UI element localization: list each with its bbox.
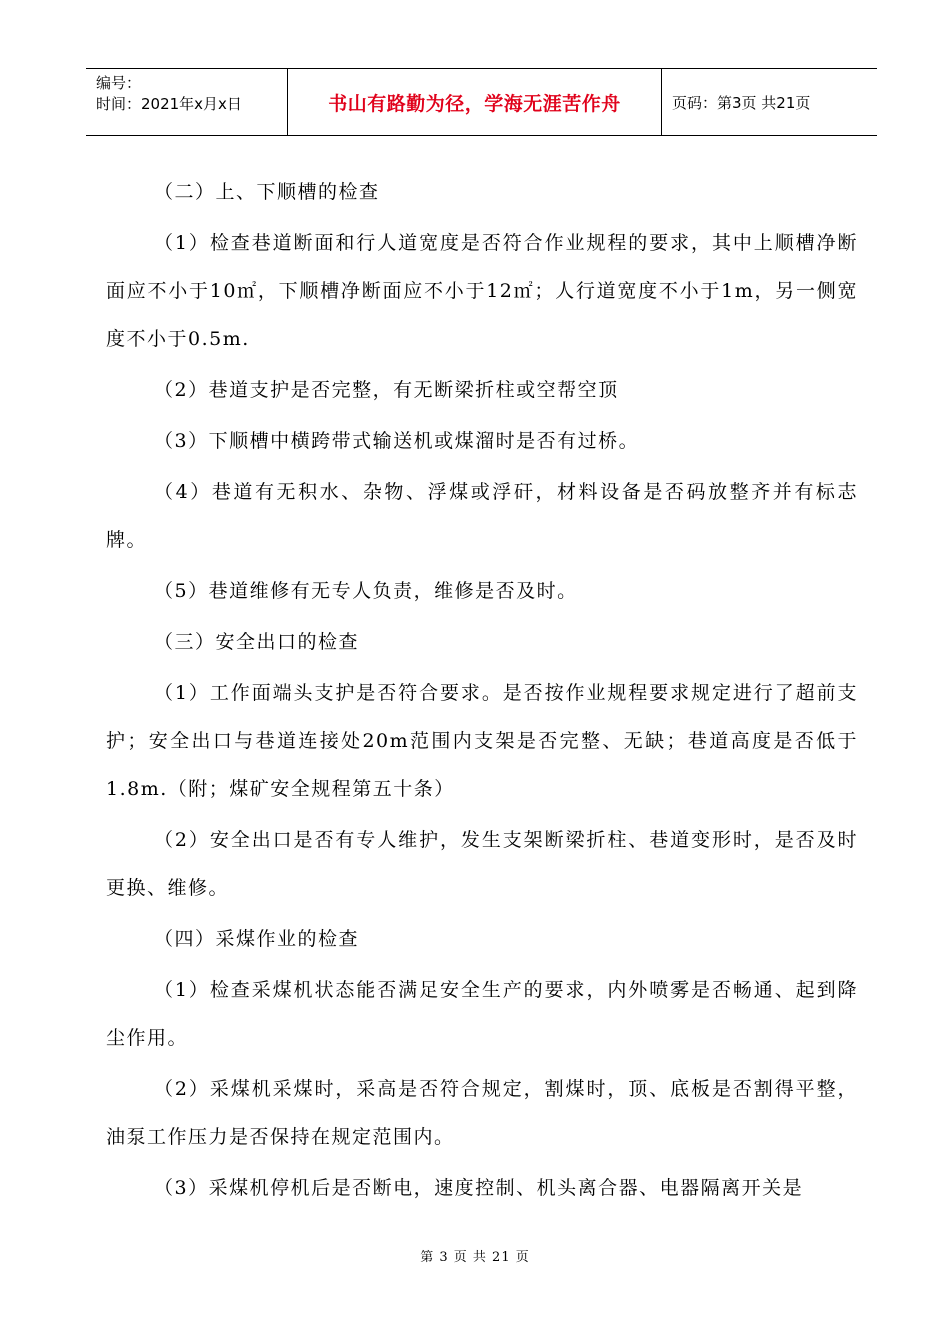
paragraph: （3）下顺槽中横跨带式输送机或煤溜时是否有过桥。	[154, 430, 640, 452]
page-header	[86, 68, 877, 136]
document-body	[106, 168, 858, 1215]
paragraph: （1）检查巷道断面和行人道宽度是否符合作业规程的要求，其中上顺槽净断面应不小于10㎡，下顺槽净断面应不小于12㎡；人行道宽度不小于1m，另一侧宽度不小于0.5m.	[106, 232, 858, 350]
paragraph: （5）巷道维修有无专人负责，维修是否及时。	[154, 580, 578, 602]
paragraph: （1）工作面端头支护是否符合要求。是否按作业规程要求规定进行了超前支护；安全出口与巷道连接处20m范围内支架是否完整、无缺；巷道高度是否低于1.8m.（附；煤矿安全规程第五十条）	[106, 682, 858, 800]
paragraph: （3）采煤机停机后是否断电，速度控制、机头离合器、电器隔离开关是	[154, 1177, 804, 1199]
header-meta	[86, 69, 287, 135]
section-heading-2: （二）上、下顺槽的检查	[154, 181, 380, 203]
section-heading-3: （三）安全出口的检查	[154, 631, 360, 653]
paragraph: （4）巷道有无积水、杂物、浮煤或浮矸，材料设备是否码放整齐并有标志牌。	[106, 481, 858, 551]
doc-time-label: 时间：2021年x月x日	[96, 95, 242, 113]
section-heading-4: （四）采煤作业的检查	[154, 928, 360, 950]
paragraph: （2）巷道支护是否完整，有无断梁折柱或空帮空顶	[154, 379, 619, 401]
header-motto: 书山有路勤为径，学海无涯苦作舟	[287, 69, 662, 135]
paragraph: （2）采煤机采煤时，采高是否符合规定，割煤时，顶、底板是否割得平整，油泵工作压力是否保持在规定范围内。	[106, 1078, 858, 1148]
paragraph: （1）检查采煤机状态能否满足安全生产的要求，内外喷雾是否畅通、起到降尘作用。	[106, 979, 858, 1049]
paragraph: （2）安全出口是否有专人维护，发生支架断梁折柱、巷道变形时，是否及时更换、维修。	[106, 829, 858, 899]
doc-number-label: 编号：	[96, 74, 142, 92]
header-page-info: 页码：第3页 共21页	[672, 93, 811, 112]
page-footer: 第 3 页 共 21 页	[420, 1250, 530, 1265]
